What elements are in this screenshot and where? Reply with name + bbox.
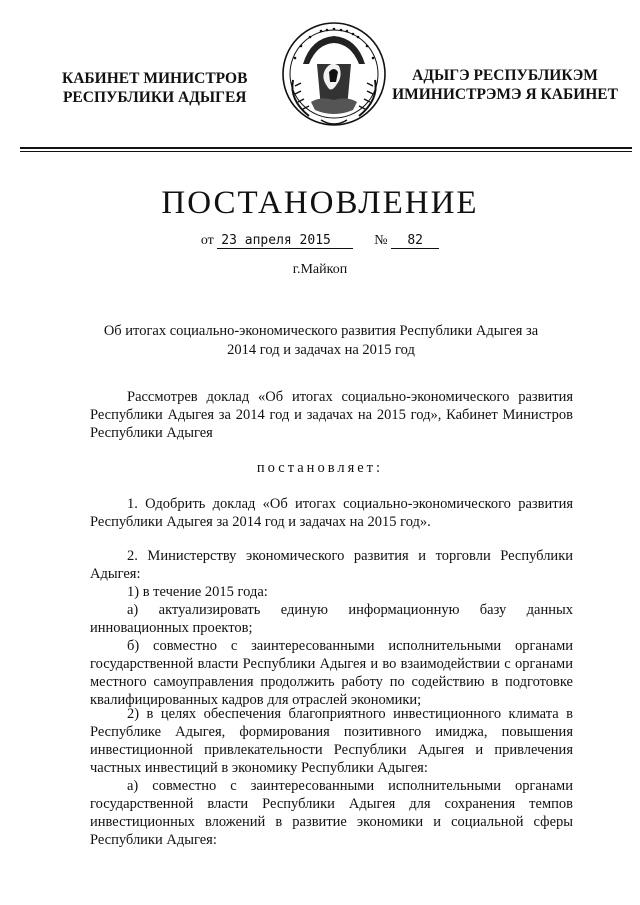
coat-of-arms-emblem xyxy=(281,20,387,132)
issuer-name-russian xyxy=(62,69,247,107)
issuer-line-2: РЕСПУБЛИКИ АДЫГЕЯ xyxy=(62,89,247,106)
issuer-name-adyghe xyxy=(392,66,618,104)
document-number: 82 xyxy=(391,233,439,249)
date-number-line xyxy=(0,233,640,249)
document-date: 23 апреля 2015 xyxy=(217,233,353,249)
preamble-paragraph: Рассмотрев доклад «Об итогах социально-экономического развития Республики Адыгея за 2014 год и задачах на 2015 год», Кабинет Министров Республики Адыгея xyxy=(90,389,573,441)
paragraph-2-1-b: б) совместно с заинтересованными исполнительными органами государственной власти Республики Адыгея и во взаимодействии с органами местного самоуправления продолжить работу по содействию в подготовке квалифицированных кадров для отраслей экономики; xyxy=(90,638,573,708)
city-name: г.Майкоп xyxy=(292,262,348,277)
paragraph-2: 2. Министерству экономического развития и торговли Республики Адыгея: xyxy=(90,548,573,582)
paragraph-2-1-a: а) актуализировать единую информационную базу данных инновационных проектов; xyxy=(90,602,573,636)
issuer-adyghe-line-2: ИМИНИСТРЭМЭ Я КАБИНЕТ xyxy=(392,86,618,103)
paragraph-2-1: 1) в течение 2015 года: xyxy=(127,584,268,600)
paragraph-2-2-a: а) совместно с заинтересованными исполнительными органами государственной власти Республики Адыгея для сохранения темпов инвестиционных вложений в развитие экономики и социальной сферы Республики Адыгея: xyxy=(90,778,573,848)
document-subject: Об итогах социально-экономического развития Республики Адыгея за 2014 год и задачах на 2015 год xyxy=(103,323,539,358)
number-label: № xyxy=(374,233,388,248)
document-title: ПОСТАНОВЛЕНИЕ xyxy=(161,185,479,221)
header-divider-thick xyxy=(20,147,632,149)
resolves-heading: постановляет: xyxy=(256,460,384,476)
paragraph-2-2: 2) в целях обеспечения благоприятного инвестиционного климата в Республике Адыгея, формирования позитивного имиджа, повышения инвестиционной привлекательности Республики Адыгея и привлечения частных инвестиций в экономику Республики Адыгея: xyxy=(90,706,573,776)
header-divider-thin xyxy=(20,151,632,152)
issuer-line-1: КАБИНЕТ МИНИСТРОВ xyxy=(62,70,248,87)
date-prefix: от xyxy=(200,233,214,248)
paragraph-1: 1. Одобрить доклад «Об итогах социально-экономического развития Республики Адыгея за 2014 год и задачах на 2015 год». xyxy=(90,496,573,530)
issuer-adyghe-line-1: АДЫГЭ РЕСПУБЛИКЭМ xyxy=(412,67,598,84)
